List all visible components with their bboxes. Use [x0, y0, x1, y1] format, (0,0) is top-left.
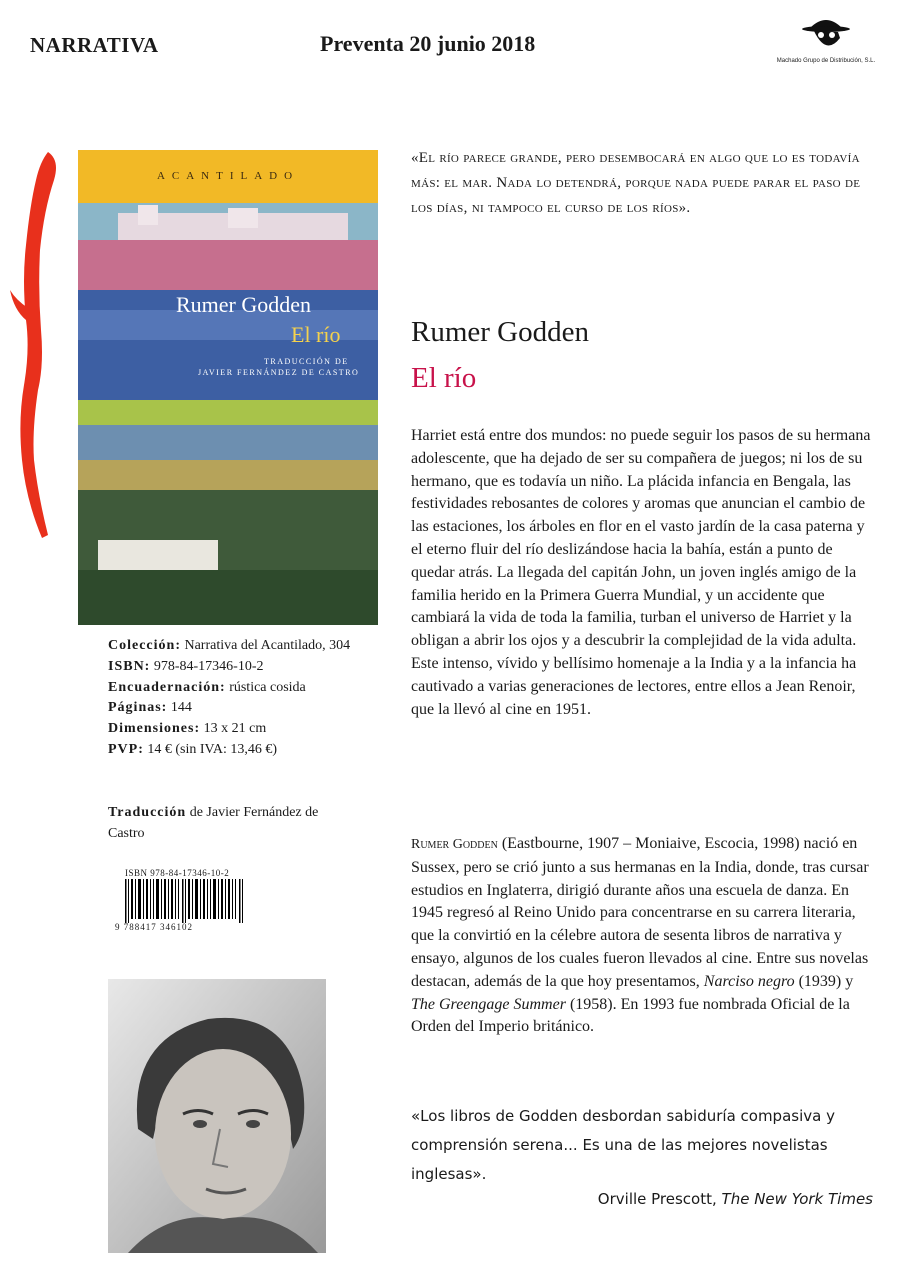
book-cover	[78, 150, 378, 625]
cover-painting	[78, 150, 378, 625]
review-source: Orville Prescott, The New York Times	[597, 1190, 873, 1208]
section-label: NARRATIVA	[30, 33, 159, 57]
cover-author: Rumer Godden	[176, 292, 312, 317]
cover-translator: JAVIER FERNÁNDEZ DE CASTRO	[198, 368, 360, 377]
work-title: Narciso negro	[703, 972, 795, 990]
price-row: PVP: 14 € (sin IVA: 13,46 €)	[108, 741, 278, 757]
barcode-isbn: ISBN 978-84-17346-10-2	[125, 868, 230, 878]
book-details	[108, 636, 358, 761]
distributor-name: Machado Grupo de Distribución, S.L.	[776, 58, 876, 64]
barcode-digits: 9 788417 346102	[115, 922, 193, 932]
book-title: El río	[411, 362, 477, 394]
translation-credit: Traducción de Javier Fernández de Castro	[108, 805, 319, 841]
barcode-bars	[115, 879, 255, 923]
cover-translation-label: TRADUCCIÓN DE	[264, 357, 349, 366]
work-title: The Greengage Summer	[411, 995, 566, 1013]
pages-row: Páginas: 144	[108, 700, 192, 716]
barcode	[115, 868, 255, 936]
opening-quote: «El río parece grande, pero desembocará en algo que lo es todavía más: el mar. Nada lo detendrá, porque nada puede parar el paso de los días, ni tampoco el curso de los ríos».	[411, 150, 861, 216]
synopsis: Harriet está entre dos mundos: no puede seguir los pasos de su hermana adolescente, que ha dejado de ser su compañera de juegos; ni los de su hermano, que es todavía un niño. La plácida infancia en Bengala, las festividades rebosantes de colores y aromas que anuncian el cambio de las estaciones, los árboles en flor en el vasto jardín de la casa paterna y el eterno fluir del río deslizándose hacia la bahía, están a punto de quedar atrás. La llegada del capitán John, un joven inglés amigo de la familia herido en la Primera Guerra Mundial, y un accidente que cambiará la vida de toda la familia, turban el universo de Harriet y la obligan a abrir los ojos y a descubrir la complejidad de la vida adulta. Este intenso, vívido y bellísimo homenaje a la India y a la infancia ha cautivado a varias generaciones de lectores, entre ellos a Jean Renoir, que la llevó al cine en 1951.	[411, 427, 871, 718]
author-photo	[108, 979, 326, 1253]
dimensions-row: Dimensiones: 13 x 21 cm	[108, 721, 267, 737]
hat-man-icon	[776, 8, 876, 58]
author-bio: Rumer Godden (Eastbourne, 1907 – Moniaive, Escocia, 1998) nació en Sussex, pero se crió junto a sus hermanas en la India, donde, tras cursar estudios en Inglaterra, dirigió durante años una escuela de danza. En 1945 regresó al Reino Unido para concentrarse en su carrera literaria, que la convirtió en la célebre autora de sesenta libros de narrativa y ensayo, algunos de los cuales fueron llevados al cine. Entre sus novelas destacan, además de la que hoy presentamos, Narciso negro (1939) y The Greengage Summer (1958). En 1993 fue nombrada Oficial de la Orden del Imperio británico.	[411, 835, 869, 1036]
review-quote: «Los libros de Godden desbordan sabiduría compasiva y comprensión serena... Es una de las mejores novelistas inglesas».	[411, 1107, 835, 1183]
isbn-row: ISBN: 978-84-17346-10-2	[108, 658, 264, 674]
presale-date: Preventa 20 junio 2018	[320, 31, 536, 56]
cover-title: El río	[291, 322, 341, 347]
collection-row: Colección: Narrativa del Acantilado, 304	[108, 638, 351, 653]
distributor-logo	[776, 8, 876, 68]
author-name: Rumer Godden	[411, 316, 589, 348]
bio-author-name: Rumer Godden	[411, 837, 498, 852]
binding-row: Encuadernación: rústica cosida	[108, 679, 306, 695]
cover-publisher: ACANTILADO	[156, 170, 300, 182]
diver-illustration	[8, 150, 63, 540]
author-portrait	[108, 979, 326, 1253]
